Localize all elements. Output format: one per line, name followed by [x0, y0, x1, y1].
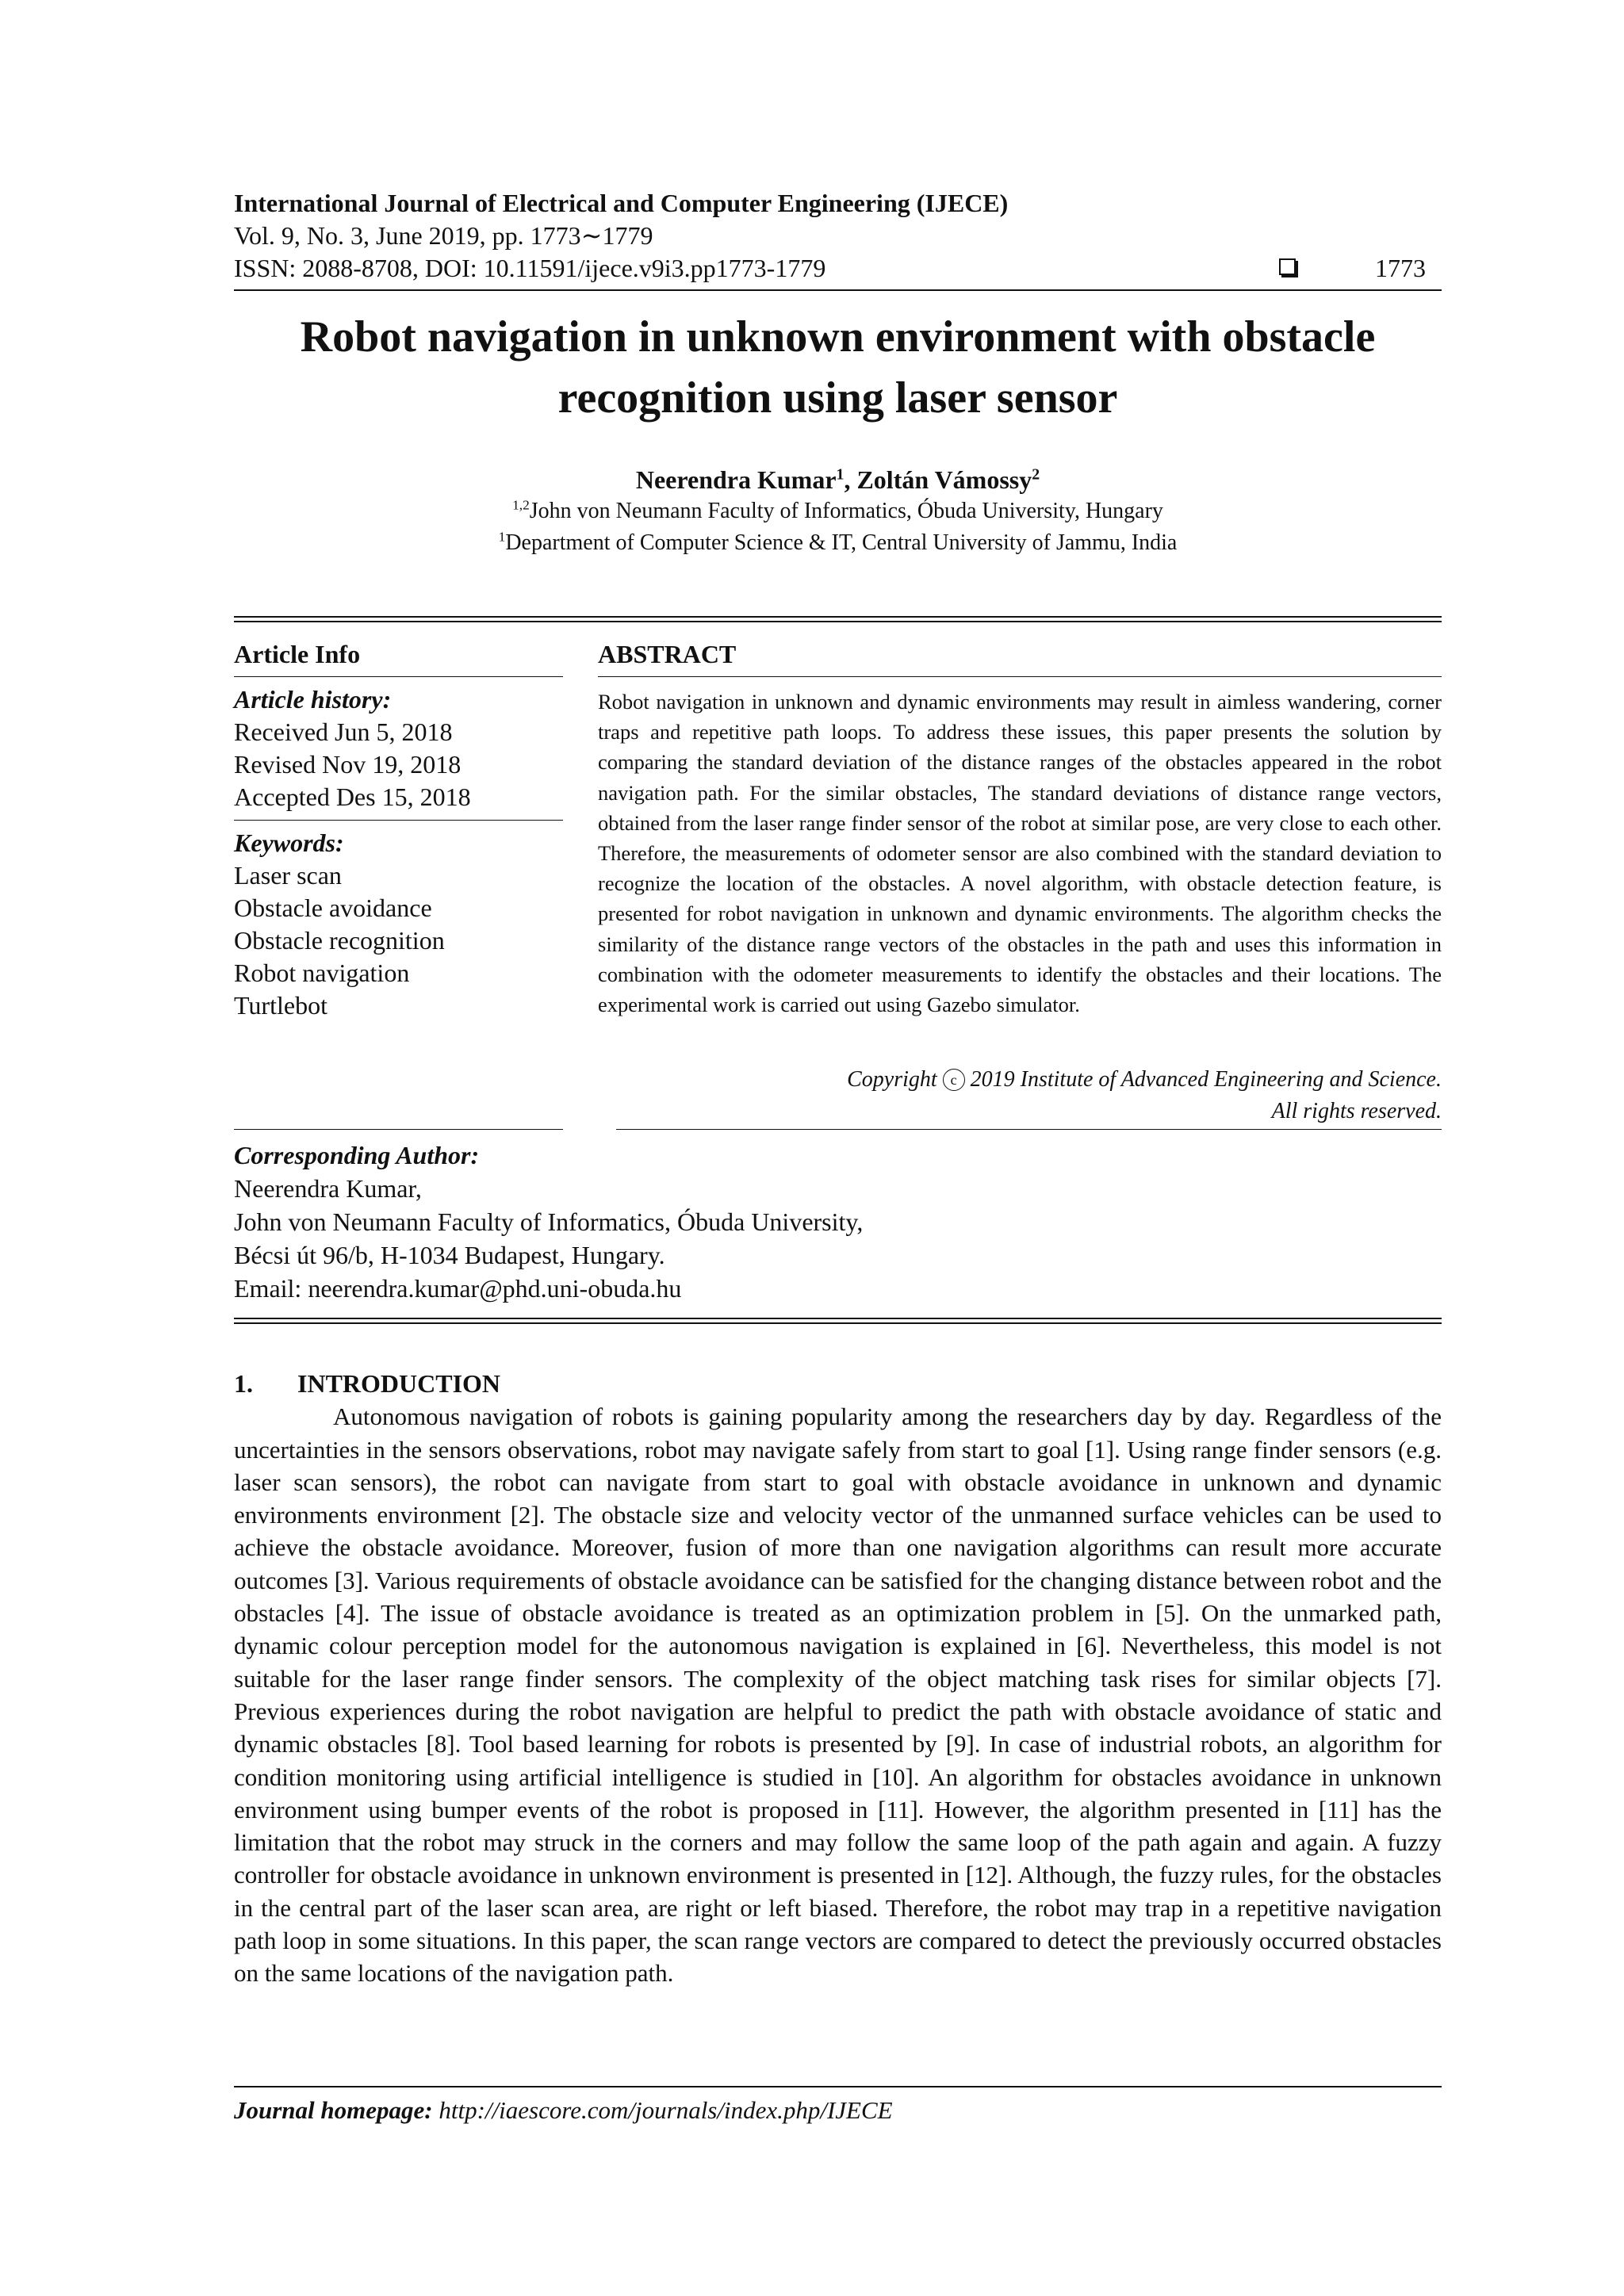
corresponding-separator — [234, 1129, 1442, 1134]
info-top-rule — [234, 616, 1442, 622]
corresponding-heading: Corresponding Author: — [234, 1141, 480, 1170]
keyword-item: Obstacle recognition — [234, 926, 445, 955]
introduction-heading — [234, 1367, 1442, 1400]
corresponding-address: Bécsi út 96/b, H-1034 Budapest, Hungary. — [234, 1241, 665, 1270]
corresponding-affiliation: John von Neumann Faculty of Informatics, Óbuda University, — [234, 1207, 864, 1237]
affiliation-1 — [234, 496, 1442, 527]
keywords-heading: Keywords: — [234, 828, 344, 857]
article-history-heading: Article history: — [234, 685, 392, 714]
author-1-sup: 1 — [836, 465, 845, 484]
author-list — [234, 464, 1442, 496]
footer-rule — [234, 2086, 1442, 2087]
author-2-sup: 2 — [1032, 465, 1040, 484]
article-info-column — [234, 637, 563, 1127]
volume-line: Vol. 9, No. 3, June 2019, pp. 1773∼1779 — [234, 221, 653, 250]
rights-text: All rights reserved. — [1271, 1099, 1442, 1124]
paper-page — [234, 187, 1442, 1990]
copyright-notice — [598, 1064, 1442, 1127]
keyword-item: Robot navigation — [234, 959, 410, 987]
keyword-item: Turtlebot — [234, 991, 327, 1020]
issn-row — [234, 252, 1442, 285]
abstract-column — [598, 637, 1442, 1127]
title-line-2: recognition using laser sensor — [557, 373, 1118, 423]
issn-line: ISSN: 2088-8708, DOI: 10.11591/ijece.v9i3.pp1773-1779 — [234, 254, 826, 282]
author-separator: , — [844, 465, 857, 494]
journal-footer — [234, 2095, 893, 2126]
keyword-item: Laser scan — [234, 861, 342, 890]
author-1: Neerendra Kumar — [635, 465, 837, 494]
copyright-prefix: Copyright — [847, 1067, 937, 1093]
title-line-1: Robot navigation in unknown environment with obstacle — [300, 312, 1376, 362]
affiliation-1-text: John von Neumann Faculty of Informatics, Óbuda University, Hungary — [529, 499, 1163, 523]
corresponding-email: Email: neerendra.kumar@phd.uni-obuda.hu — [234, 1274, 682, 1303]
info-bottom-rule — [234, 1318, 1442, 1324]
abstract-text: Robot navigation in unknown and dynamic environments may result in aimless wandering, corner traps and repetitive path loops. To address these issues, this paper presents the solution by comparing the standard deviation of the distance ranges of the obstacles appeared in the robot navigation path. For the similar obstacles, The standard deviations of distance range vectors, obtained from the laser range finder sensor of the robot at similar pose, are very close to each other. Therefore, the measurements of odometer sensor are also combined with the standard deviation to recognize the location of the obstacles. A novel algorithm, with obstacle detection feature, is presented for robot navigation in unknown and dynamic environments. The algorithm checks the similarity of the distance range vectors of the obstacles in the path and uses this information in combination with the odometer measurements to identify the obstacles and their locations. The experimental work is carried out using Gazebo simulator. — [598, 690, 1442, 1017]
affiliation-2-text: Department of Computer Science & IT, Central University of Jammu, India — [505, 530, 1178, 555]
copyright-text: 2019 Institute of Advanced Engineering and Science. — [970, 1067, 1442, 1093]
keyword-item: Obstacle avoidance — [234, 894, 432, 922]
journal-name: International Journal of Electrical and Computer Engineering (IJECE) — [234, 189, 1009, 217]
affiliation-1-sup: 1,2 — [512, 497, 530, 513]
section-title: INTRODUCTION — [297, 1369, 501, 1399]
square-icon — [1279, 258, 1296, 275]
header-rule — [234, 289, 1442, 291]
corresponding-author — [234, 1138, 1442, 1305]
journal-header — [234, 187, 1442, 291]
affiliation-2 — [234, 527, 1442, 559]
journal-homepage-link[interactable]: http://iaescore.com/journals/index.php/IJECE — [439, 2096, 893, 2124]
abstract-heading: ABSTRACT — [598, 637, 1442, 677]
history-revised: Revised Nov 19, 2018 — [234, 750, 462, 779]
paper-title — [234, 307, 1442, 429]
section-number: 1. — [234, 1369, 253, 1399]
affiliation-2-sup: 1 — [498, 529, 506, 545]
history-received: Received Jun 5, 2018 — [234, 718, 453, 746]
copyright-symbol: c — [943, 1069, 965, 1091]
article-history — [234, 677, 563, 821]
corresponding-name: Neerendra Kumar, — [234, 1174, 422, 1203]
introduction-paragraph: Autonomous navigation of robots is gaining popularity among the researchers day by day. Regardless of the uncertainties in the sensors observations, robot may navigate safely from start to goal [1]. Using range finder sensors (e.g. laser scan sensors), the robot can navigate from start to goal with obstacle avoidance in unknown and dynamic environments environment [2]. The obstacle size and velocity vector of the unmanned surface vehicles can be used to achieve the obstacle avoidance. Moreover, fusion of more than one navigation algorithms can result more accurate outcomes [3]. Various requirements of obstacle avoidance can be satisfied for the changing distance between robot and the obstacles [4]. The issue of obstacle avoidance is treated as an optimization problem in [5]. On the unmarked path, dynamic colour perception model for the autonomous navigation is explained in [6]. Nevertheless, this model is not suitable for the laser range finder sensors. The complexity of the object matching task rises for similar objects [7]. Previous experiences during the robot navigation are helpful to predict the path with obstacle avoidance of static and dynamic obstacles [8]. Tool based learning for robots is presented by [9]. In case of industrial robots, an algorithm for condition monitoring using artificial intelligence is studied in [10]. An algorithm for obstacles avoidance in unknown environment using bumper events of the robot is proposed in [11]. However, the algorithm presented in [11] has the limitation that the robot may struck in the corners and may follow the same loop of the path again and again. A fuzzy controller for obstacle avoidance in unknown environment is presented in [12]. Although, the fuzzy rules, for the obstacles in the central part of the laser scan area, are right or left biased. Therefore, the robot may trap in a repetitive navigation path loop in some situations. In this paper, the scan range vectors are compared to detect the previously occurred obstacles on the same locations of the navigation path. — [234, 1402, 1442, 1988]
author-2: Zoltán Vámossy — [856, 465, 1032, 494]
history-accepted: Accepted Des 15, 2018 — [234, 783, 471, 811]
footer-label: Journal homepage: — [234, 2096, 433, 2124]
article-info-block — [234, 637, 1442, 1127]
article-info-heading: Article Info — [234, 637, 563, 677]
keywords — [234, 821, 563, 1028]
page-number: 1773 — [1375, 254, 1426, 282]
